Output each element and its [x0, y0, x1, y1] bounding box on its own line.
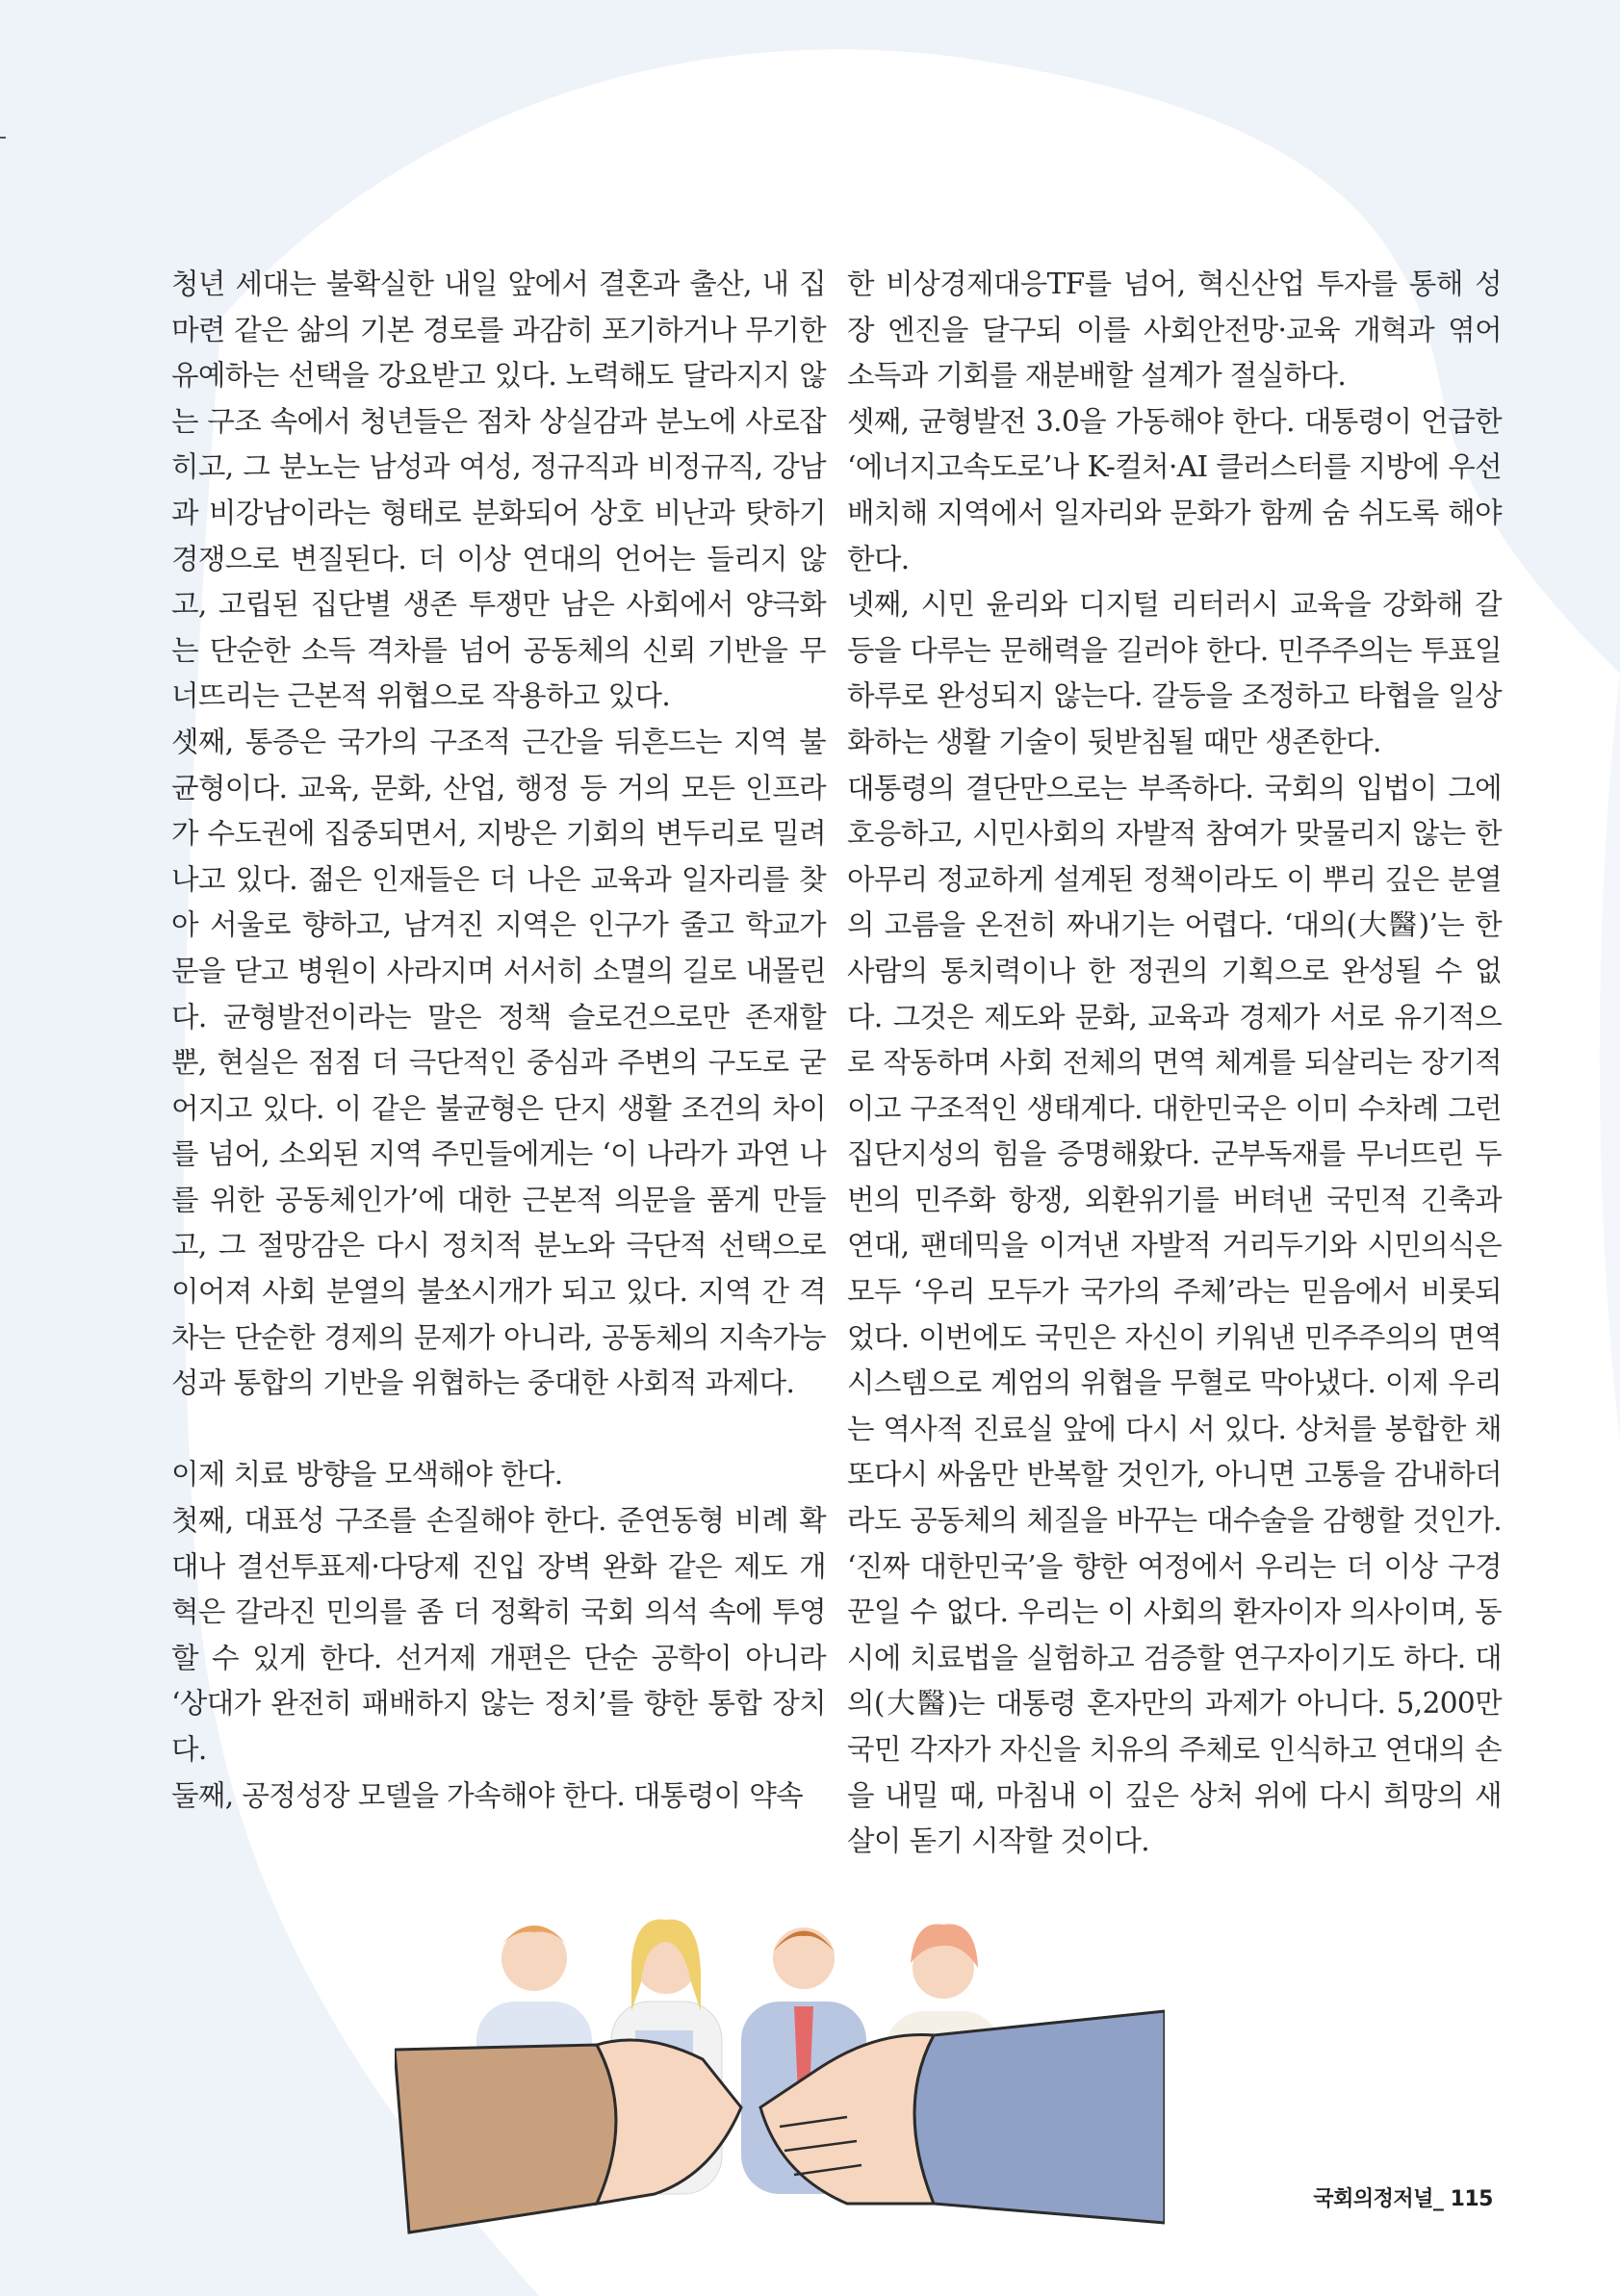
right-column	[847, 262, 1502, 1865]
left-column	[171, 262, 826, 1819]
left-paragraph-3: 이제 치료 방향을 모색해야 한다.	[171, 1458, 563, 1492]
right-paragraph-2: 셋째, 균형발전 3.0을 가동해야 한다. 대통령이 언급한 ‘에너지고속도로’나 K-컬처·AI 클러스터를 지방에 우선 배치해 지역에서 일자리와 문화가 함께 숨 쉬도록 해야 한다.	[847, 404, 1502, 575]
left-paragraph-2: 셋째, 통증은 국가의 구조적 근간을 뒤흔드는 지역 불균형이다. 교육, 문화, 산업, 행정 등 거의 모든 인프라가 수도권에 집중되면서, 지방은 기회의 변두리로 밀려나고 있다. 젊은 인재들은 더 나은 교육과 일자리를 찾아 서울로 향하고, 남겨진 지역은 인구가 줄고 학교가 문을 닫고 병원이 사라지며 서서히 소멸의 길로 내몰린다. 균형발전이라는 말은 정책 슬로건으로만 존재할 뿐, 현실은 점점 더 극단적인 중심과 주변의 구도로 굳어지고 있다. 이 같은 불균형은 단지 생활 조건의 차이를 넘어, 소외된 지역 주민들에게는 ‘이 나라가 과연 나를 위한 공동체인가’에 대한 근본적 의문을 품게 만들고, 그 절망감은 다시 정치적 분노와 극단적 선택으로 이어져 사회 분열의 불쏘시개가 되고 있다. 지역 간 격차는 단순한 경제의 문제가 아니라, 공동체의 지속가능성과 통합의 기반을 위협하는 중대한 사회적 과제다.	[171, 725, 826, 1400]
left-paragraph-4: 첫째, 대표성 구조를 손질해야 한다. 준연동형 비례 확대나 결선투표제·다당제 진입 장벽 완화 같은 제도 개혁은 갈라진 민의를 좀 더 정확히 국회 의석 속에 투영할 수 있게 한다. 선거제 개편은 단순 공학이 아니라 ‘상대가 완전히 패배하지 않는 정치’를 향한 통합 장치다.	[171, 1504, 826, 1766]
right-paragraph-1: 한 비상경제대응TF를 넘어, 혁신산업 투자를 통해 성장 엔진을 달구되 이를 사회안전망·교육 개혁과 엮어 소득과 기회를 재분배할 설계가 절실하다.	[847, 268, 1502, 393]
right-paragraph-4: 대통령의 결단만으로는 부족하다. 국회의 입법이 그에 호응하고, 시민사회의 자발적 참여가 맞물리지 않는 한 아무리 정교하게 설계된 정책이라도 이 뿌리 깊은 분열의 고름을 온전히 짜내기는 어렵다. ‘대의(大醫)’는 한 사람의 통치력이나 한 정권의 기획으로 완성될 수 없다. 그것은 제도와 문화, 교육과 경제가 서로 유기적으로 작동하며 사회 전체의 면역 체계를 되살리는 장기적이고 구조적인 생태계다. 대한민국은 이미 수차례 그런 집단지성의 힘을 증명해왔다. 군부독재를 무너뜨린 두 번의 민주화 항쟁, 외환위기를 버텨낸 국민적 긴축과 연대, 팬데믹을 이겨낸 자발적 거리두기와 시민의식은 모두 ‘우리 모두가 국가의 주체’라는 믿음에서 비롯되었다. 이번에도 국민은 자신이 키워낸 민주주의의 면역 시스템으로 계엄의 위협을 무혈로 막아냈다. 이제 우리는 역사적 진료실 앞에 다시 서 있다. 상처를 봉합한 채 또다시 싸움만 반복할 것인가, 아니면 고통을 감내하더라도 공동체의 체질을 바꾸는 대수술을 감행할 것인가. ‘진짜 대한민국’을 향한 여정에서 우리는 더 이상 구경꾼일 수 없다. 우리는 이 사회의 환자이자 의사이며, 동시에 치료법을 실험하고 검증할 연구자이기도 하다. 대의(大醫)는 대통령 혼자만의 과제가 아니다. 5,200만 국민 각자가 자신을 치유의 주체로 인식하고 연대의 손을 내밀 때, 마침내 이 깊은 상처 위에 다시 희망의 새 살이 돋기 시작할 것이다.	[847, 771, 1502, 1858]
paragraph-gap	[171, 1407, 826, 1453]
page-edge-mark	[0, 137, 6, 139]
left-paragraph-5: 둘째, 공정성장 모델을 가속해야 한다. 대통령이 약속	[171, 1778, 804, 1812]
page-footer	[1313, 2182, 1493, 2212]
left-arm-icon	[395, 2040, 741, 2232]
right-paragraph-3: 넷째, 시민 윤리와 디지털 리터러시 교육을 강화해 갈등을 다루는 문해력을 길러야 한다. 민주주의는 투표일 하루로 완성되지 않는다. 갈등을 조정하고 타협을 일상화하는 생활 기술이 뒷받침될 때만 생존한다.	[847, 588, 1502, 758]
journal-name: 국회의정저널	[1313, 2187, 1433, 2211]
page-number: _ 115	[1432, 2187, 1493, 2211]
handshake-illustration	[395, 1886, 1165, 2271]
left-paragraph-1: 청년 세대는 불확실한 내일 앞에서 결혼과 출산, 내 집 마련 같은 삶의 기본 경로를 과감히 포기하거나 무기한 유예하는 선택을 강요받고 있다. 노력해도 달라지지 않는 구조 속에서 청년들은 점차 상실감과 분노에 사로잡히고, 그 분노는 남성과 여성, 정규직과 비정규직, 강남과 비강남이라는 형태로 분화되어 상호 비난과 탓하기 경쟁으로 변질된다. 더 이상 연대의 언어는 들리지 않고, 고립된 집단별 생존 투쟁만 남은 사회에서 양극화는 단순한 소득 격차를 넘어 공동체의 신뢰 기반을 무너뜨리는 근본적 위협으로 작용하고 있다.	[171, 268, 826, 713]
